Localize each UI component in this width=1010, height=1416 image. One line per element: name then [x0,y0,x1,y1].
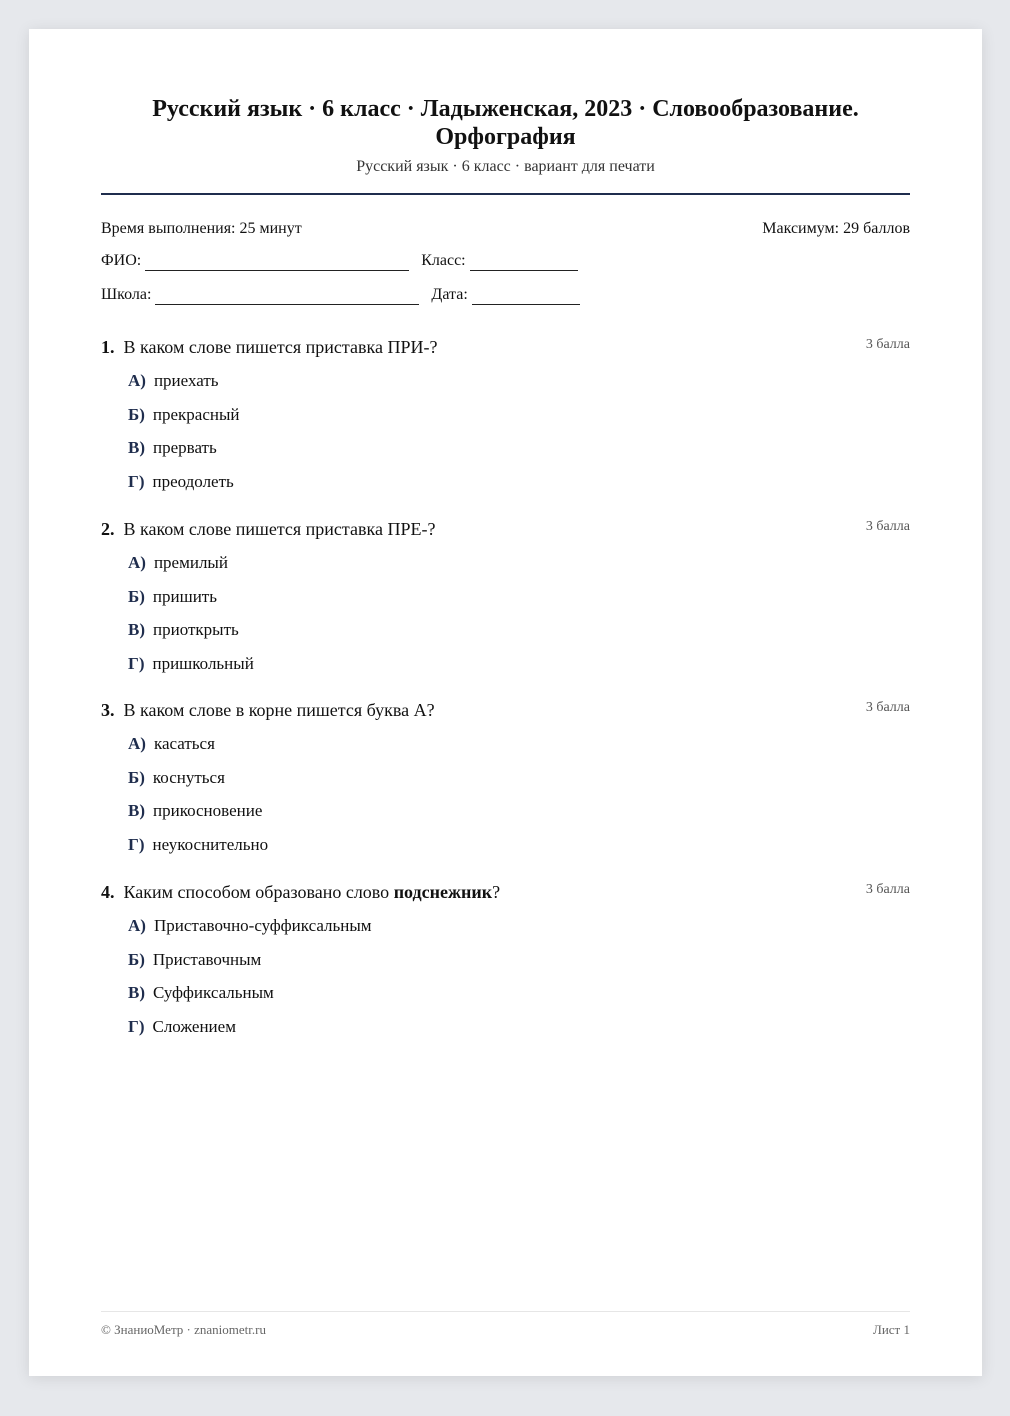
answer-option-g[interactable] [128,835,910,855]
question-4 [101,881,910,1050]
option-text: Сложением [152,1016,236,1036]
max-score-label: Максимум: 29 баллов [762,220,910,237]
answer-option-b[interactable] [128,587,910,607]
question-prompt-end: ? [492,882,501,902]
option-text: неукоснительно [152,834,269,854]
question-prompt: В каком слове в корне пишется буква А? [123,700,435,720]
option-text: касаться [153,734,215,753]
option-letter: В) [128,801,145,820]
question-number: 4. [101,882,115,902]
page-footer [101,1322,910,1338]
meta-row [101,219,910,239]
option-letter: А) [128,371,146,390]
date-label: Дата: [431,286,468,303]
question-3 [101,699,910,868]
answer-option-g[interactable] [128,472,910,492]
question-points: 3 балла [865,337,910,352]
class-blank [470,254,578,271]
option-text: Суффиксальным [153,983,274,1002]
question-prompt: В каком слове пишется приставка ПРЕ-? [123,519,436,539]
time-label: Время выполнения: 25 минут [101,220,302,237]
question-prompt: Каким способом образовано слово [123,882,394,902]
answer-option-a[interactable] [128,553,910,573]
answer-options [101,916,910,1037]
answer-option-a[interactable] [128,916,910,936]
answer-option-v[interactable] [128,983,910,1003]
option-letter: Б) [128,767,145,787]
school-label: Школа: [101,286,152,303]
question-number: 2. [101,519,115,539]
question-text [101,699,435,721]
fio-label: ФИО: [101,252,142,269]
answer-option-g[interactable] [128,1017,910,1037]
answer-options [101,553,910,674]
option-letter: Б) [128,404,145,424]
answer-option-v[interactable] [128,438,910,458]
question-keyword: подснежник [393,882,493,902]
answer-option-b[interactable] [128,950,910,970]
option-letter: В) [128,620,145,639]
class-label: Класс: [421,252,466,269]
footer-copyright: © ЗнаниоМетр · znaniometr.ru [101,1322,266,1337]
question-text [101,336,437,358]
option-letter: В) [128,438,145,457]
answer-option-v[interactable] [128,620,910,640]
fio-blank [145,254,409,271]
school-blank [155,288,419,305]
option-text: Приставочным [152,949,262,969]
fio-class-row [101,251,590,271]
option-letter: А) [128,734,146,753]
question-number: 3. [101,700,115,720]
option-text: прервать [153,438,217,457]
answer-option-v[interactable] [128,801,910,821]
answer-option-a[interactable] [128,371,910,391]
question-header [101,881,910,903]
option-letter: А) [128,916,146,935]
question-2 [101,518,910,687]
option-letter: Б) [128,949,145,969]
question-1 [101,336,910,505]
answer-options [101,371,910,492]
footer-page-number: Лист 1 [873,1322,910,1337]
answer-option-g[interactable] [128,654,910,674]
option-text: прикосновение [153,801,263,820]
document-title: Русский язык · 6 класс · Ладыженская, 2023 · Словообразование. Орфография [152,96,859,150]
question-prompt: В каком слове пишется приставка ПРИ-? [123,337,438,357]
option-text: приоткрыть [153,620,239,639]
question-header [101,336,910,358]
option-text: коснуться [152,767,225,787]
option-text: приехать [153,371,219,390]
answer-option-a[interactable] [128,734,910,754]
answer-options [101,734,910,855]
question-text [101,881,500,903]
option-text: преодолеть [152,471,234,491]
option-letter: А) [128,553,146,572]
question-header [101,518,910,540]
option-letter: Г) [128,653,145,673]
page-content [101,29,910,1376]
school-date-row [101,285,592,305]
option-letter: Б) [128,586,145,606]
document-page [29,29,982,1376]
footer-divider [101,1311,910,1312]
option-text: пришкольный [152,653,254,673]
question-points: 3 балла [865,519,910,534]
answer-option-b[interactable] [128,768,910,788]
option-letter: Г) [128,471,145,491]
option-text: премилый [153,553,228,572]
option-letter: В) [128,983,145,1002]
question-number: 1. [101,337,115,357]
date-blank [472,288,580,305]
question-points: 3 балла [865,700,910,715]
question-text [101,518,435,540]
option-text: Приставочно-суффиксальным [153,916,372,935]
question-header [101,699,910,721]
question-points: 3 балла [865,882,910,897]
option-letter: Г) [128,834,145,854]
document-subtitle: Русский язык · 6 класс · вариант для печати [356,158,655,175]
option-text: пришить [152,586,217,606]
option-text: прекрасный [152,404,240,424]
header-divider [101,193,910,195]
option-letter: Г) [128,1016,145,1036]
answer-option-b[interactable] [128,405,910,425]
